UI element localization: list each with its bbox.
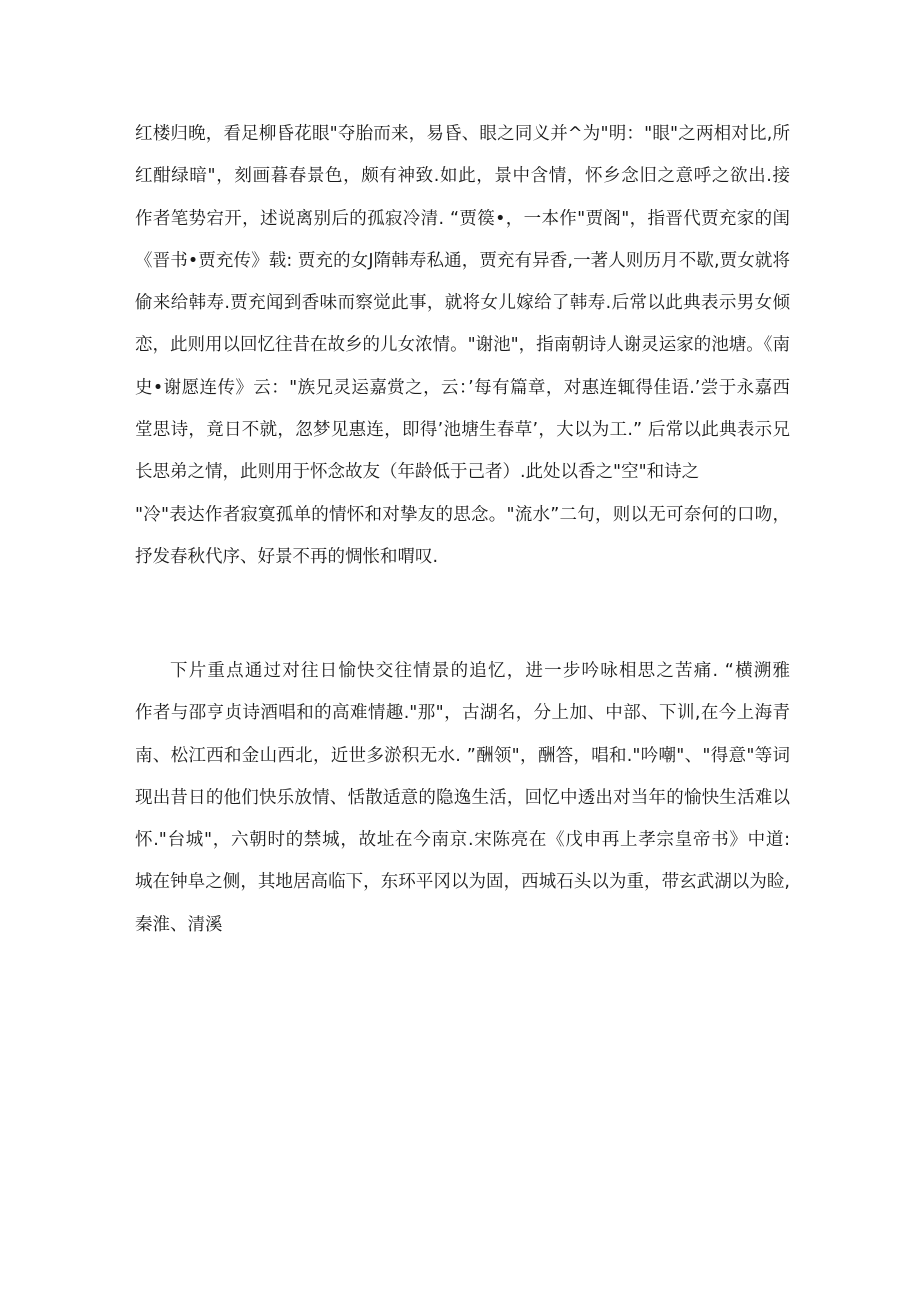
paragraph-line: 红楼归晚，看足柳昏花眼"夺胎而来，易昏、眼之同义并^为"明："眼"之两相对比,所 — [135, 124, 790, 144]
paragraph-line: 抒发春秋代序、好景不再的惆怅和喟叹. — [135, 546, 439, 567]
paragraph-line: 下片重点通过对往日愉快交往情景的追忆，进一步吟咏相思之苦痛. “横溯雅 — [170, 661, 790, 681]
paragraph-line: 南、松江西和金山西北，近世多淤积无水. ”酬领"，酬答，唱和."吟嘲"、"得意"等词 — [135, 745, 790, 766]
paragraph-line: 偷来给韩寿.贾充闻到香味而察觉此事，就将女儿嫁给了韩寿.后常以此典表示男女倾 — [135, 293, 790, 314]
paragraph-line: 作者笔势宕开，述说离别后的孤寂冷清. “贾篌•，一本作"贾阁"，指晋代贾充家的闺 — [135, 208, 790, 229]
paragraph-2 — [135, 650, 790, 946]
paragraph-line: 《晋书•贾充传》载: 贾充的女J隋韩寿私通，贾充有异香,一著人则历月不歇,贾女就将 — [135, 250, 790, 271]
paragraph-line: 怀."台城"，六朝时的禁城，故址在今南京.宋陈亮在《戊申再上孝宗皇帝书》中道: — [135, 830, 790, 851]
paragraph-line: 作者与邵亨贞诗酒唱和的高难情趣."那"，古湖名，分上加、中部、下训,在今上海青 — [135, 703, 790, 724]
paragraph-line: 恋，此则用以回忆往昔在故乡的儿女浓情。"谢池"，指南朝诗人谢灵运家的池塘。《南 — [135, 335, 790, 356]
paragraph-line: 堂思诗，竟日不就，忽梦见惠连，即得’池塘生春草’，大以为工.” 后常以此典表示兄 — [135, 420, 790, 441]
paragraph-line: 长思弟之情，此则用于怀念故友（年龄低于己者）.此处以香之"空"和诗之 — [135, 462, 700, 483]
paragraph-line: "冷"表达作者寂寞孤单的情怀和对挚友的思念。"流水”二句，则以无可奈何的口吻， — [135, 504, 790, 525]
paragraph-line: 城在钟阜之侧，其地居高临下，东环平冈以为固，西城石头以为重，带玄武湖以为睑, — [135, 872, 790, 893]
paragraph-line: 红酣绿暗"，刻画暮春景色，颇有神致.如此，景中含情，怀乡念旧之意呼之欲出.接 — [135, 166, 790, 187]
paragraph-line: 秦淮、清溪 — [135, 914, 223, 935]
paragraph-line: 史•谢愿连传》云："族兄灵运嘉赏之，云：’每有篇章，对惠连辄得佳语.’尝于永嘉西 — [135, 377, 790, 398]
paragraph-line: 现出昔日的他们快乐放情、恬散适意的隐逸生活，回忆中透出对当年的愉快生活难以 — [135, 787, 790, 808]
paragraph-1 — [135, 113, 790, 578]
